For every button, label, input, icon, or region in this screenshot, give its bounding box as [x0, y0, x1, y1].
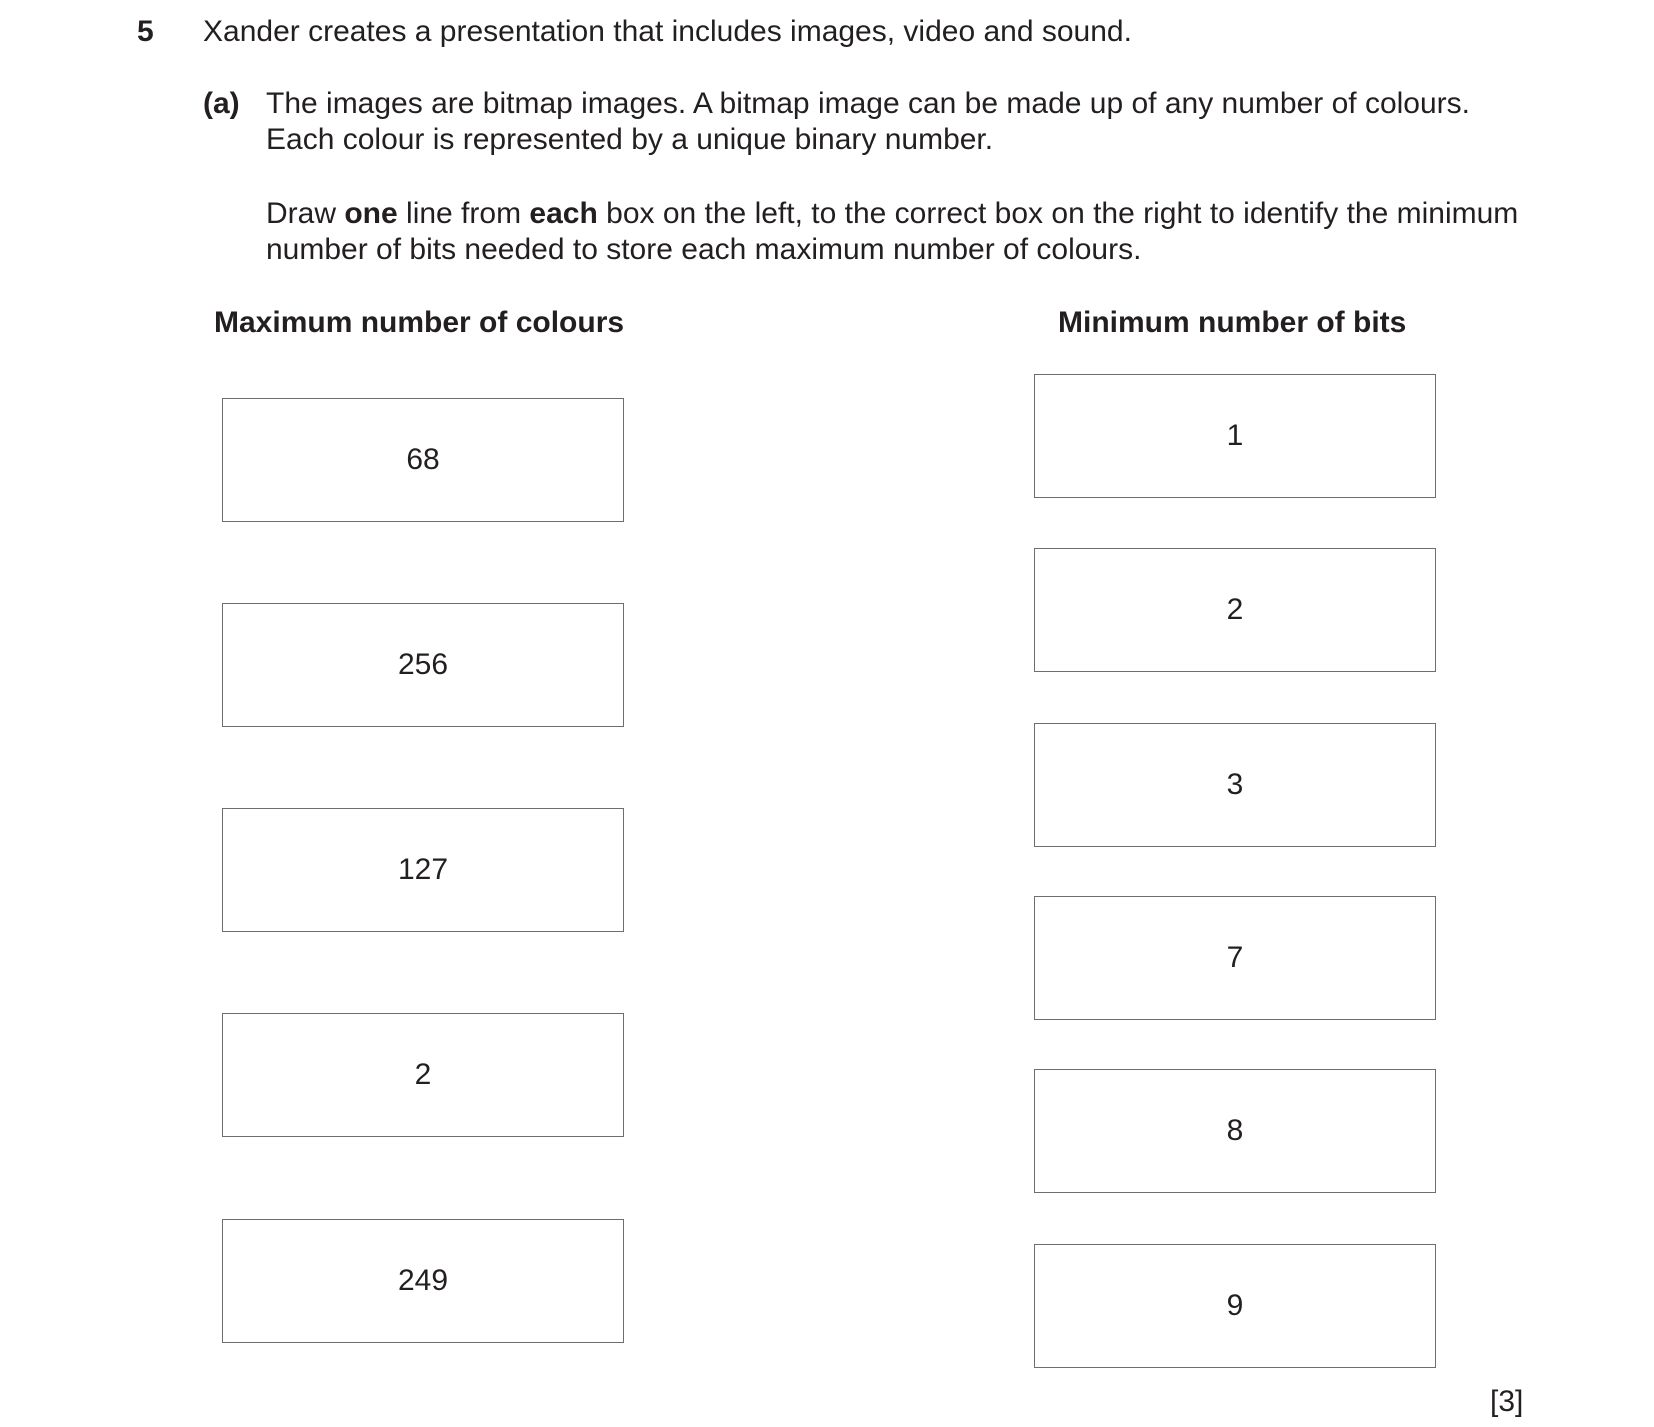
right-box-9[interactable] — [1034, 1244, 1436, 1368]
instruction-emphasis-one: one — [344, 197, 398, 230]
right-column-heading: Minimum number of bits — [1058, 306, 1407, 339]
right-box-value: 1 — [1226, 419, 1244, 452]
right-box-1[interactable] — [1034, 374, 1436, 498]
right-box-value: 8 — [1226, 1114, 1244, 1147]
marks-indicator: [3] — [1490, 1385, 1524, 1418]
part-label: (a) — [203, 87, 240, 120]
left-box-value: 256 — [397, 648, 449, 681]
right-box-3[interactable] — [1034, 723, 1436, 847]
instruction-segment: Draw — [266, 197, 345, 230]
right-box-8[interactable] — [1034, 1069, 1436, 1193]
left-box-68[interactable] — [222, 398, 624, 522]
instruction-segment: line from — [397, 197, 530, 230]
instruction-line-2: number of bits needed to store each maximum number of colours. — [266, 233, 1142, 266]
instruction-segment: box on the left, to the correct box on the right to identify the minimum — [597, 197, 1519, 230]
intro-line-2: Each colour is represented by a unique binary number. — [266, 123, 994, 156]
left-box-2[interactable] — [222, 1013, 624, 1137]
right-box-7[interactable] — [1034, 896, 1436, 1020]
left-box-value: 68 — [406, 443, 440, 476]
left-box-value: 127 — [397, 853, 449, 886]
right-box-2[interactable] — [1034, 548, 1436, 672]
instruction-line-1 — [266, 196, 1530, 232]
intro-paragraph — [266, 86, 1530, 158]
left-box-127[interactable] — [222, 808, 624, 932]
left-box-value: 2 — [414, 1058, 432, 1091]
left-column-heading: Maximum number of colours — [214, 306, 625, 339]
right-box-value: 3 — [1226, 768, 1244, 801]
question-number: 5 — [137, 15, 154, 48]
intro-line-1: The images are bitmap images. A bitmap image can be made up of any number of colours. — [266, 87, 1470, 120]
right-box-value: 7 — [1226, 941, 1244, 974]
question-stem: Xander creates a presentation that includes images, video and sound. — [203, 15, 1132, 48]
instruction-emphasis-each: each — [529, 197, 598, 230]
right-box-value: 9 — [1226, 1289, 1244, 1322]
left-box-249[interactable] — [222, 1219, 624, 1343]
right-box-value: 2 — [1226, 593, 1244, 626]
instruction-paragraph — [266, 196, 1530, 268]
left-box-256[interactable] — [222, 603, 624, 727]
left-box-value: 249 — [397, 1264, 449, 1297]
